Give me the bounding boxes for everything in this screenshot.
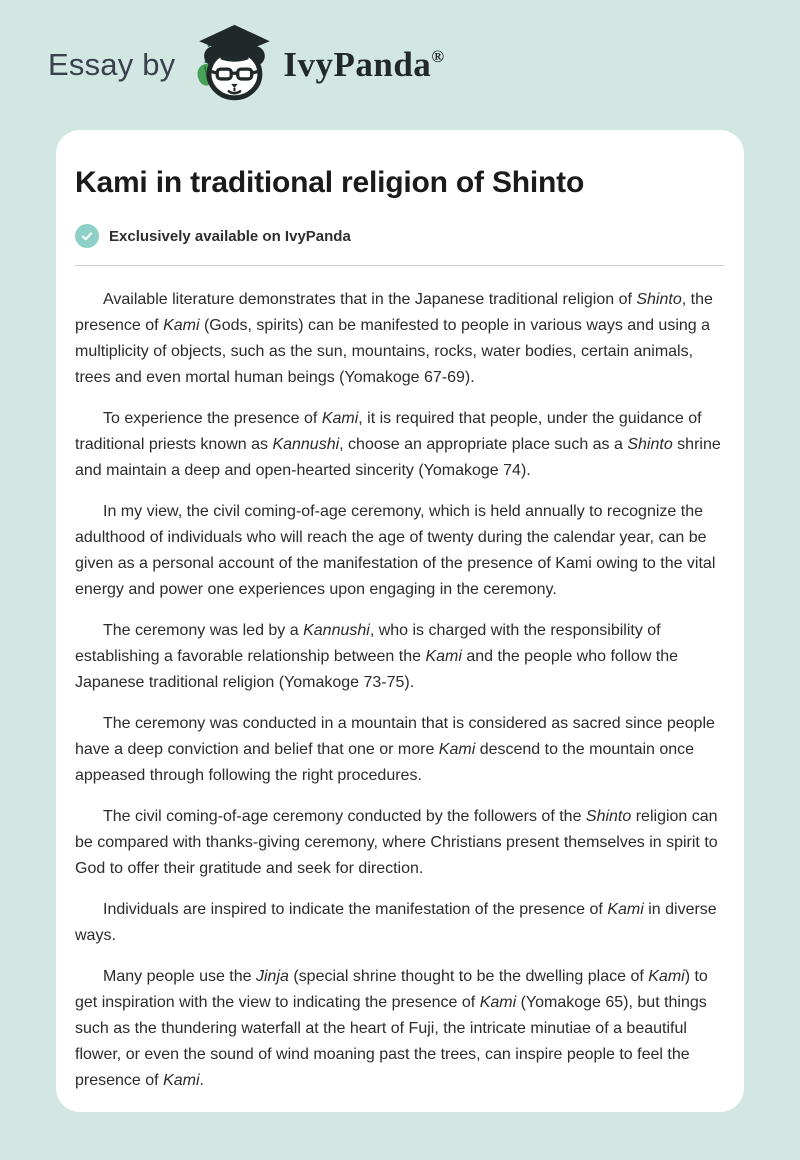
paragraph-text: Many people use the bbox=[103, 968, 256, 985]
paragraph-text: ) to get inspiration with the view to indicating the presence of bbox=[75, 968, 708, 1011]
essay-title: Kami in traditional religion of Shinto bbox=[75, 166, 585, 199]
paragraph-text: . bbox=[199, 1072, 204, 1089]
italic-term: Shinto bbox=[636, 291, 682, 308]
essay-paragraph bbox=[75, 711, 724, 789]
divider bbox=[75, 265, 724, 266]
paragraph-text: (special shrine thought to be the dwelling place of bbox=[288, 968, 649, 985]
essay-paragraph bbox=[75, 804, 724, 882]
paragraph-text: shrine and maintain a deep and open-hearted sincerity (Yomakoge 74). bbox=[75, 436, 721, 479]
paragraph-text: (Gods, spirits) can be manifested to people in various ways and using a multiplicity of objects, such as the sun, mountains, rocks, water bodies, certain animals, trees and even mortal human beings (Yomakoge 67-69). bbox=[75, 317, 711, 386]
essay-by-label: Essay by bbox=[48, 47, 176, 82]
italic-term: Kannushi bbox=[272, 436, 340, 453]
paragraph-text: , choose an appropriate place such as a bbox=[339, 436, 628, 453]
check-icon bbox=[75, 224, 99, 248]
brand-wordmark bbox=[283, 45, 444, 85]
essay-paragraph bbox=[75, 287, 724, 391]
italic-term: Kami bbox=[648, 968, 685, 985]
registered-trademark-symbol: ® bbox=[431, 47, 445, 66]
italic-term: Kami bbox=[163, 317, 200, 334]
essay-paragraph bbox=[75, 897, 724, 949]
italic-term: Shinto bbox=[585, 808, 632, 825]
italic-term: Kannushi bbox=[303, 622, 370, 639]
paragraph-text: in diverse ways. bbox=[75, 901, 717, 944]
italic-term: Kami bbox=[425, 648, 462, 665]
brand-name: IvyPanda bbox=[283, 45, 432, 84]
panda-graduation-cap-logo-icon bbox=[191, 23, 273, 107]
italic-term: Shinto bbox=[627, 436, 673, 453]
essay-body bbox=[75, 287, 724, 1094]
page-header bbox=[0, 0, 800, 130]
italic-term: Kami bbox=[479, 994, 517, 1011]
availability-row bbox=[75, 224, 724, 248]
paragraph-text: descend to the mountain once appeased through following the right procedures. bbox=[75, 741, 695, 784]
paragraph-text: In my view, the civil coming-of-age ceremony, which is held annually to recognize the adulthood of individuals who will reach the age of twenty during the calendar year, can be given as a personal account of the manifestation of the presence of Kami owing to the vital energy and power one experiences upon engaging in the ceremony. bbox=[75, 503, 716, 598]
essay-paragraph bbox=[75, 618, 724, 696]
paragraph-text: The ceremony was conducted in a mountain that is considered as sacred since people have a deep conviction and belief that one or more bbox=[75, 715, 715, 758]
essay-paragraph bbox=[75, 406, 724, 484]
paragraph-text: The civil coming-of-age ceremony conducted by the followers of the bbox=[103, 808, 586, 825]
essay-paragraph bbox=[75, 964, 724, 1094]
paragraph-text: The ceremony was led by a bbox=[103, 622, 304, 639]
paragraph-text: Individuals are inspired to indicate the manifestation of the presence of bbox=[103, 901, 608, 918]
italic-term: Kami bbox=[163, 1072, 200, 1089]
paragraph-text: , it is required that people, under the guidance of traditional priests known as bbox=[75, 410, 702, 453]
essay-card bbox=[56, 130, 744, 1112]
paragraph-text: To experience the presence of bbox=[103, 410, 322, 427]
paragraph-text: and the people who follow the Japanese traditional religion (Yomakoge 73-75). bbox=[75, 648, 679, 691]
essay-paragraph bbox=[75, 499, 724, 603]
availability-label: Exclusively available on IvyPanda bbox=[109, 227, 351, 245]
italic-term: Kami bbox=[438, 741, 476, 758]
paragraph-text: , who is charged with the responsibility of establishing a favorable relationship between the bbox=[75, 622, 661, 665]
paragraph-text: (Yomakoge 65), but things such as the thundering waterfall at the heart of Fuji, the intricate minutiae of a beautiful flower, or even the sound of wind moaning past the trees, can inspire people to feel the presence of bbox=[75, 994, 707, 1089]
italic-term: Jinja bbox=[256, 968, 289, 985]
italic-term: Kami bbox=[321, 410, 359, 427]
paragraph-text: , the presence of bbox=[75, 291, 713, 334]
italic-term: Kami bbox=[607, 901, 644, 918]
paragraph-text: religion can be compared with thanks-giving ceremony, where Christians present themselves in spirit to God to offer their gratitude and seek for direction. bbox=[75, 808, 718, 877]
paragraph-text: Available literature demonstrates that in the Japanese traditional religion of bbox=[103, 291, 637, 308]
